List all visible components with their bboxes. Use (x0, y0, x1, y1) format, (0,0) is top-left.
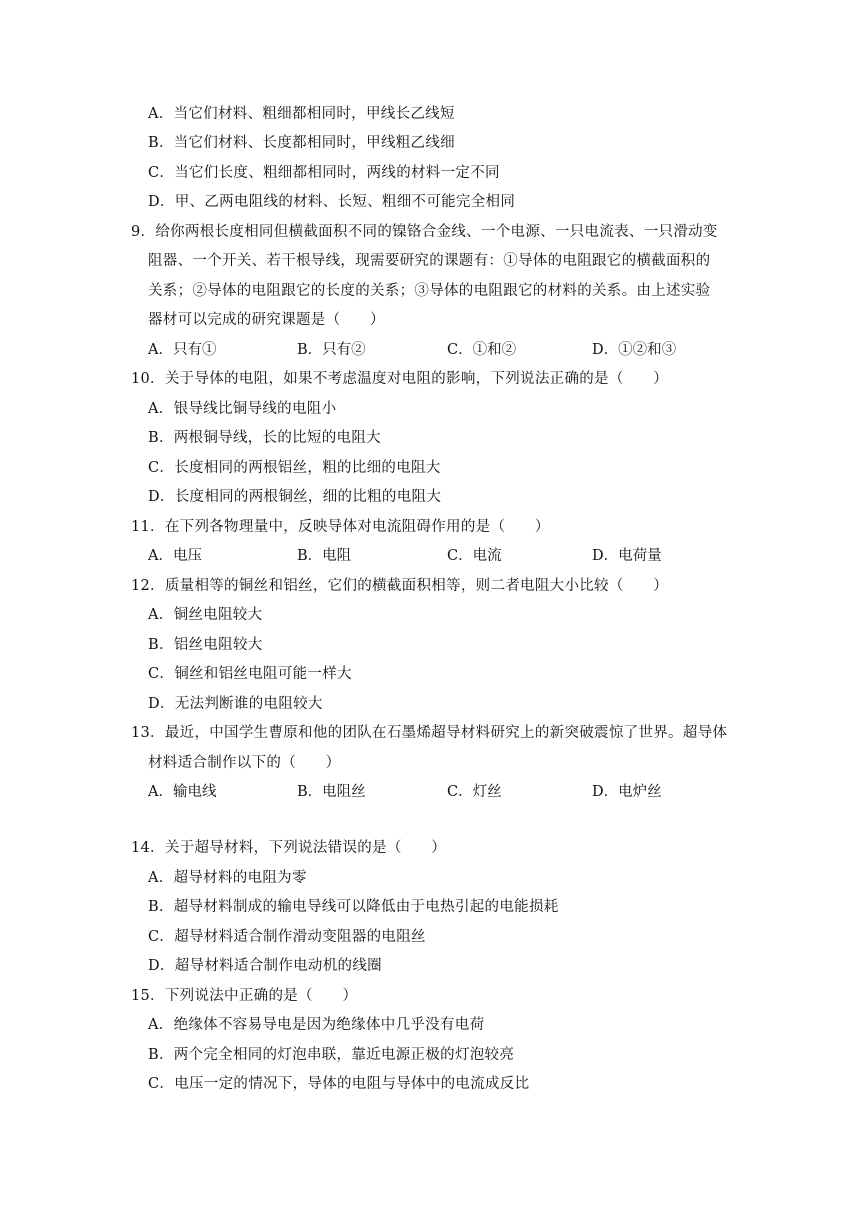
q10-option-a: A．银导线比铜导线的电阻小 (148, 401, 337, 417)
q12-stem: 12．质量相等的铜丝和铝丝，它们的横截面积相等，则二者电阻大小比较（ ） (131, 578, 669, 594)
q9-stem-line-3: 关系；②导体的电阻跟它的长度的关系；③导体的电阻跟它的材料的关系。由上述实验 (148, 283, 711, 299)
q13-option-c: C．灯丝 (447, 784, 502, 800)
q11-option-d: D．电荷量 (592, 548, 662, 564)
q10-stem: 10．关于导体的电阻，如果不考虑温度对电阻的影响，下列说法正确的是（ ） (131, 371, 669, 387)
q10-option-b: B．两根铜导线，长的比短的电阻大 (148, 430, 381, 446)
q10-option-d: D．长度相同的两根铜丝，细的比粗的电阻大 (148, 489, 442, 505)
q14-option-d: D．超导材料适合制作电动机的线圈 (148, 958, 382, 974)
q13-option-d: D．电炉丝 (592, 784, 662, 800)
q14-option-c: C．超导材料适合制作滑动变阻器的电阻丝 (148, 929, 426, 945)
q12-option-d: D．无法判断谁的电阻较大 (148, 696, 323, 712)
q14-option-a: A．超导材料的电阻为零 (148, 870, 307, 886)
q10-option-c: C．长度相同的两根铝丝，粗的比细的电阻大 (148, 460, 441, 476)
q11-option-b: B．电阻 (297, 548, 352, 564)
q8-option-c: C．当它们长度、粗细都相同时，两线的材料一定不同 (148, 165, 500, 181)
q9-stem-line-4: 器材可以完成的研究课题是（ ） (148, 312, 385, 328)
q8-option-a: A．当它们材料、粗细都相同时，甲线长乙线短 (148, 106, 455, 122)
q9-stem-line-2: 阻器、一个开关、若干根导线，现需要研究的课题有：①导体的电阻跟它的横截面积的 (148, 253, 711, 269)
q11-option-a: A．电压 (148, 548, 202, 564)
q9-stem-line-1: 9．给你两根长度相同但横截面积不同的镍铬合金线、一个电源、一只电流表、一只滑动变 (131, 224, 718, 240)
q9-option-a: A．只有① (148, 342, 217, 358)
q13-option-a: A．输电线 (148, 784, 217, 800)
q15-option-a: A．绝缘体不容易导电是因为绝缘体中几乎没有电荷 (148, 1017, 485, 1033)
q15-option-c: C．电压一定的情况下，导体的电阻与导体中的电流成反比 (148, 1076, 530, 1092)
q14-stem: 14．关于超导材料，下列说法错误的是（ ） (131, 840, 447, 856)
q12-option-a: A．铜丝电阻较大 (148, 607, 263, 623)
q8-option-d: D．甲、乙两电阻线的材料、长短、粗细不可能完全相同 (148, 194, 516, 210)
q9-option-d: D．①②和③ (592, 342, 677, 358)
q13-stem-line-2: 材料适合制作以下的（ ） (148, 755, 341, 771)
q15-option-b: B．两个完全相同的灯泡串联，靠近电源正极的灯泡较亮 (148, 1047, 515, 1063)
q15-stem: 15．下列说法中正确的是（ ） (131, 988, 358, 1004)
q13-stem-line-1: 13．最近，中国学生曹原和他的团队在石墨烯超导材料研究上的新突破震惊了世界。超导体 (131, 725, 728, 741)
q9-option-b: B．只有② (297, 342, 366, 358)
q12-option-b: B．铝丝电阻较大 (148, 637, 263, 653)
q9-option-c: C．①和② (447, 342, 517, 358)
q13-option-b: B．电阻丝 (297, 784, 366, 800)
q8-option-b: B．当它们材料、长度都相同时，甲线粗乙线细 (148, 135, 455, 151)
q14-option-b: B．超导材料制成的输电导线可以降低由于电热引起的电能损耗 (148, 899, 559, 915)
q11-option-c: C．电流 (447, 548, 502, 564)
q11-stem: 11．在下列各物理量中，反映导体对电流阻碍作用的是（ ） (131, 519, 550, 535)
q12-option-c: C．铜丝和铝丝电阻可能一样大 (148, 666, 352, 682)
